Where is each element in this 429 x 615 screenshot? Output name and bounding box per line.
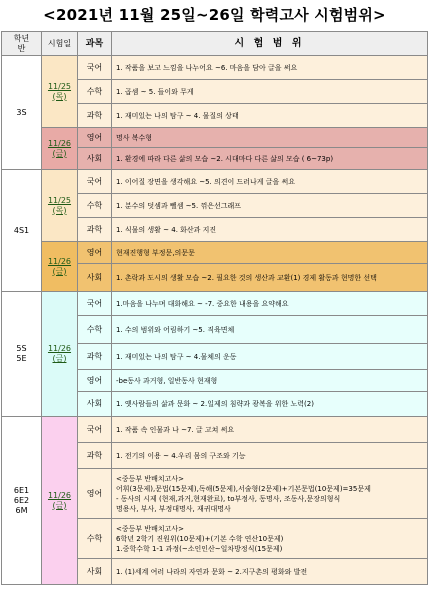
table-row (2, 417, 428, 443)
range-cell: 1. 작품을 보고 느낌을 나누어요 ~6. 마음을 담아 글을 써요 (112, 56, 428, 80)
page-title: <2021년 11월 25일~26일 학력고사 시험범위> (43, 6, 386, 24)
range-cell: 1. 곱셈 ~ 5. 들이와 무게 (112, 80, 428, 104)
range-cell: 1. 작품 속 인물과 나 ~7. 글 고쳐 써요 (112, 417, 428, 443)
subject-cell: 영어 (78, 469, 112, 519)
header-subject: 과목 (78, 32, 112, 56)
table-row (2, 170, 428, 194)
subject-cell: 과학 (78, 104, 112, 128)
exam-range-table (1, 31, 428, 585)
exam-date: 11/26 (47, 256, 72, 266)
range-cell: 1. 수의 범위와 어림하기 ~5. 직육면체 (112, 316, 428, 344)
header-range: 시 험 범 위 (112, 32, 428, 56)
exam-date: 11/26 (47, 138, 72, 148)
range-cell: -be동사 과거형, 일반동사 현재형 (112, 370, 428, 392)
exam-weekday: (금) (52, 148, 67, 158)
grade-cell: 6E1 6E2 6M (2, 417, 42, 585)
range-cell: 1. 분수의 덧셈과 뺄셈 ~5. 꺾은선그래프 (112, 194, 428, 218)
date-cell (42, 417, 78, 585)
range-cell: 1. 식물의 생활 ~ 4. 화산과 지진 (112, 218, 428, 242)
subject-cell: 과학 (78, 218, 112, 242)
subject-cell: 국어 (78, 417, 112, 443)
header-date: 시험일 (42, 32, 78, 56)
range-cell: <중등부 반배치고사> 어휘(3문제),문법(15문제),독해(5문제),서술형(2문제)+기본문법(10문제)=35문제 - 동사의 시제 (현재,과거,현재완료), to부정사, 동명사, 조동사,문장의형식 명용사, 부사, 부정대명사, 재귀대명사 (112, 469, 428, 519)
subject-cell: 사회 (78, 559, 112, 585)
subject-cell: 수학 (78, 316, 112, 344)
subject-cell: 영어 (78, 242, 112, 264)
subject-cell: 사회 (78, 264, 112, 292)
subject-cell: 과학 (78, 443, 112, 469)
range-cell: 1. 재미있는 나의 탐구 ~ 4.물체의 운동 (112, 344, 428, 370)
subject-cell: 수학 (78, 519, 112, 559)
subject-cell: 국어 (78, 170, 112, 194)
exam-weekday: (금) (52, 266, 67, 276)
range-cell: 1. 옛사람들의 삶과 문화 ~ 2.일제의 침략과 광복을 위한 노력(2) (112, 392, 428, 417)
range-cell: 현재진행형 부정문,의문문 (112, 242, 428, 264)
date-cell (42, 128, 78, 170)
range-cell: 1.마음을 나누며 대화해요 ~ -7. 중요한 내용을 요약해요 (112, 292, 428, 316)
exam-weekday: (금) (52, 354, 67, 363)
date-cell (42, 170, 78, 242)
grade-cell: 3S (2, 56, 42, 170)
range-cell: 1. (1)세계 여러 나라의 자연과 문화 ~ 2.지구촌의 평화와 발전 (112, 559, 428, 585)
range-cell: 1. 이어질 장면을 생각해요 ~5. 의견이 드러나게 글을 써요 (112, 170, 428, 194)
subject-cell: 과학 (78, 344, 112, 370)
range-cell: 1. 재미있는 나의 탐구 ~ 4. 물질의 상태 (112, 104, 428, 128)
grade-cell: 5S 5E (2, 292, 42, 417)
exam-weekday: (목) (52, 91, 67, 101)
subject-cell: 수학 (78, 194, 112, 218)
range-cell: 1. 촌락과 도시의 생활 모습 ~2. 필요한 것의 생산과 교환(1) 경제 활동과 현명한 선택 (112, 264, 428, 292)
subject-cell: 영어 (78, 128, 112, 148)
exam-date: 11/25 (47, 195, 72, 205)
table-row (2, 56, 428, 80)
date-cell (42, 56, 78, 128)
range-cell: <중등부 반배치고사> 6학년 2학기 진원위(10문제)+(기본 수학 연산10문제) 1.중학수학 1-1 과정(~소인인산~일차방정식(15문제) (112, 519, 428, 559)
subject-cell: 국어 (78, 56, 112, 80)
exam-date: 11/25 (47, 81, 72, 91)
table-row (2, 292, 428, 316)
exam-date: 11/26 (47, 490, 72, 500)
range-cell: 1. 전기의 이용 ~ 4.우리 몸의 구조와 기능 (112, 443, 428, 469)
grade-cell: 4S1 (2, 170, 42, 292)
exam-date: 11/26 (47, 344, 72, 353)
subject-cell: 영어 (78, 370, 112, 392)
header-grade: 학년 반 (2, 32, 42, 56)
exam-weekday: (목) (52, 205, 67, 215)
subject-cell: 수학 (78, 80, 112, 104)
subject-cell: 국어 (78, 292, 112, 316)
date-cell (42, 242, 78, 292)
range-cell: 명사 복수형 (112, 128, 428, 148)
table-row (2, 128, 428, 148)
range-cell: 1. 환경에 따라 다른 삶의 모습 ~2. 시대마다 다른 삶의 모습 ( 6~73p) (112, 148, 428, 170)
exam-weekday: (금) (52, 500, 67, 510)
subject-cell: 사회 (78, 148, 112, 170)
date-cell (42, 292, 78, 417)
subject-cell: 사회 (78, 392, 112, 417)
table-row (2, 242, 428, 264)
